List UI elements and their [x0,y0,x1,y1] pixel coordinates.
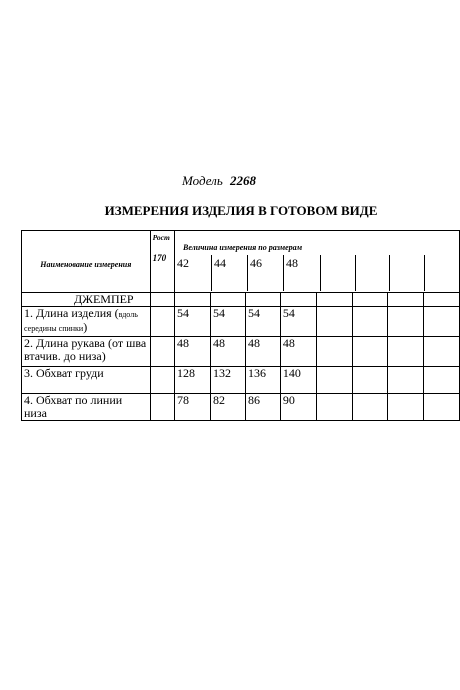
value-cell: 54 [174,307,210,337]
value-cell: 82 [211,394,246,421]
size-42: 42 [175,255,212,291]
size-empty-4 [425,255,459,291]
row-name: 1. Длина изделия (вдоль середины спинки) [22,307,151,337]
size-44: 44 [212,255,248,291]
header-name-cell: Наименование измерения [22,231,151,293]
value-cell: 48 [174,337,210,367]
model-number: 2268 [230,173,256,188]
table-row [22,394,460,421]
size-46: 46 [248,255,284,291]
value-cell: 140 [280,367,316,394]
value-cell: 132 [211,367,246,394]
size-48: 48 [284,255,321,291]
value-cell: 48 [245,337,280,367]
row-name: 4. Обхват по линии низа [22,394,151,421]
rost-value: 170 [152,253,167,263]
value-cell: 54 [211,307,246,337]
row-name: 3. Обхват груди [22,367,151,394]
document-title: ИЗМЕРЕНИЯ ИЗДЕЛИЯ В ГОТОВОМ ВИДЕ [104,203,378,218]
row-name: 2. Длина рукава (от шва втачив. до низа) [22,337,151,367]
section-title: ДЖЕМПЕР [22,293,151,307]
size-empty-3 [390,255,425,291]
model-line [182,173,256,189]
size-header-row [175,255,459,291]
header-values-cell [174,231,459,293]
size-empty-2 [356,255,390,291]
table-row [22,337,460,367]
section-row [22,293,460,307]
value-cell: 136 [245,367,280,394]
size-empty-1 [321,255,356,291]
value-cell: 48 [211,337,246,367]
value-cell: 90 [280,394,316,421]
value-cell: 78 [174,394,210,421]
values-header-label: Величина измерения по размерам [182,243,303,252]
table-row [22,307,460,337]
value-cell: 86 [245,394,280,421]
value-cell: 54 [245,307,280,337]
header-rost-cell: Рост 170 [150,231,174,293]
measurements-table [21,230,460,421]
header-row [22,231,460,293]
table-row [22,367,460,394]
value-cell: 48 [280,337,316,367]
model-label: Модель [182,173,223,188]
value-cell: 54 [280,307,316,337]
value-cell: 128 [174,367,210,394]
